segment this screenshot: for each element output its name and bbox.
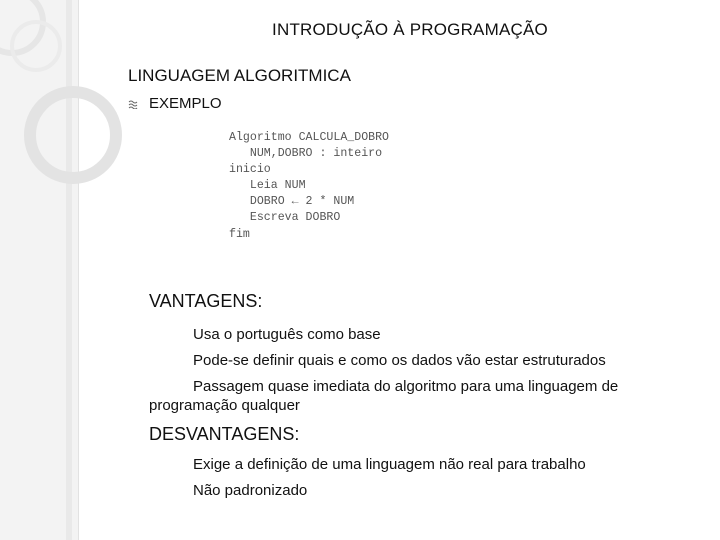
code-line: inicio bbox=[229, 163, 271, 177]
desvantagens-item: Exige a definição de uma linguagem não real para trabalho bbox=[193, 456, 586, 473]
bullet-exemplo bbox=[128, 95, 222, 112]
slide-subtitle: LINGUAGEM ALGORITMICA bbox=[128, 66, 351, 85]
bullet-label: EXEMPLO bbox=[149, 95, 222, 112]
vantagens-item: Passagem quase imediata do algoritmo para uma linguagem de programação qualquer bbox=[149, 378, 619, 414]
code-line: Leia NUM bbox=[229, 179, 306, 193]
vantagens-item: Pode-se definir quais e como os dados vão estar estruturados bbox=[193, 352, 606, 369]
sidebar-band bbox=[66, 0, 72, 540]
desvantagens-heading: DESVANTAGENS: bbox=[149, 424, 300, 444]
code-example bbox=[229, 130, 389, 243]
code-line: NUM,DOBRO : inteiro bbox=[229, 147, 383, 161]
code-line: Escreva DOBRO bbox=[229, 211, 341, 225]
slide-title: INTRODUÇÃO À PROGRAMAÇÃO bbox=[272, 20, 548, 39]
vantagens-heading: VANTAGENS: bbox=[149, 291, 263, 311]
code-line: Algoritmo CALCULA_DOBRO bbox=[229, 131, 390, 144]
desvantagens-item: Não padronizado bbox=[193, 482, 308, 499]
decorative-sidebar bbox=[0, 0, 80, 540]
decorative-ring-large bbox=[24, 86, 122, 184]
code-line: DOBRO ← 2 * NUM bbox=[229, 195, 355, 209]
wave-bullet-icon bbox=[128, 99, 140, 109]
code-line: fim bbox=[229, 227, 250, 241]
vantagens-item: Usa o português como base bbox=[193, 326, 381, 343]
